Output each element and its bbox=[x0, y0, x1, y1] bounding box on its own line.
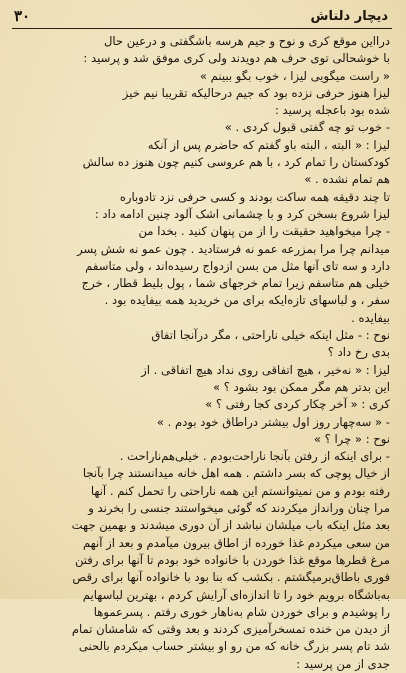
text-line: لیزا : « نه‌خیر ، هیچ اتفاقی روی نداد هیچ اتفاقی . از bbox=[141, 362, 390, 377]
page-header bbox=[14, 6, 388, 26]
text-line: مرغ قطرها موقع غذا خوردن با خانواده خود بودم تا آنها برای رفتن bbox=[74, 552, 390, 567]
running-title: دیچار دلناش bbox=[310, 8, 388, 24]
text-line: نوح : - مثل اینکه خیلی ناراحتی ، مگر درآنجا اتفاق bbox=[151, 328, 390, 343]
text-line: فوری باطاق‌برمیگشتم . بکشب که بنا بود با خانواده آنها برای رقص bbox=[72, 570, 390, 585]
text-line: بیفایده . bbox=[351, 310, 390, 325]
text-line: کری : « آخر چکار کردی کجا رفتی ؟ » bbox=[205, 397, 390, 412]
text-line: درااین موقع کری و نوح و جیم هرسه باشگفتی و درعین حال bbox=[103, 34, 390, 48]
page-number: ۳۰ bbox=[14, 7, 31, 25]
text-line: هم تمام نشده . » bbox=[304, 172, 390, 187]
text-line: سفر ، و لباسهای تازه‌ایکه برای من خریدید همه بیفایده بود . bbox=[104, 293, 390, 308]
text-line: شده بود باعجله پرسید : bbox=[274, 103, 390, 118]
text-line: از خیال پوچی که بسر داشتم . همه اهل خانه میدانستند چرا بآنجا bbox=[82, 466, 390, 481]
text-line: - « سه‌چهار روز اول بیشتر دراطاق خود بودم . » bbox=[156, 414, 390, 429]
text-line: - خوب تو چه گفتی قبول کردی . » bbox=[224, 120, 390, 135]
text-line: من سعی میکردم غذا خورده از اطاق بیرون میآمدم و بعد از آنهم bbox=[82, 535, 390, 550]
text-line: بعد مثل اینکه باب میلشان نباشد از آن دوری میشدند و بهمین جهت bbox=[71, 518, 390, 533]
text-line: به‌باشگاه برویم خود را تا اندازه‌ای آرایش کردم ، بهترین لباسهایم bbox=[82, 587, 390, 602]
text-line: لیزا شروع بسخن کرد و با چشمانی اشک آلود چنین ادامه داد : bbox=[94, 206, 390, 221]
text-line: بدی رخ داد ؟ bbox=[327, 345, 390, 360]
text-line: خیلی هم متاسفم زیرا تمام خرجهای شما ، پول بلیط قطار ، خرج bbox=[81, 276, 390, 291]
text-line: رفته بودم و من نمیتوانستم این همه ناراحتی را تحمل کنم . آنها bbox=[90, 483, 390, 498]
text-line: با خوشحالی توی حرف هم دویدند ولی کری موفق شد و پرسید : bbox=[83, 51, 390, 66]
text-line: « راست میگویی لیزا ، خوب بگو ببینم » bbox=[199, 68, 390, 83]
text-line: - چرا میخواهید حقیقت را از من پنهان کنید . بخدا من bbox=[138, 224, 390, 239]
text-line: تا چند دقیقه همه ساکت بودند و کسی حرفی نزد تادوباره bbox=[119, 189, 390, 204]
text-line: از دیدن من خنده تمسخرآمیزی کردند و بعد وقتی که شامشان تمام bbox=[71, 622, 390, 637]
text-line: را پوشیدم و برای خوردن شام به‌ناهار خوری رفتم . پسرعموها bbox=[93, 604, 390, 619]
header-rule bbox=[12, 28, 392, 29]
text-line: مرا چنان ورانداز میکردند که گوئی میخواستند جنسی را بخرند و bbox=[88, 501, 390, 516]
page-body-text bbox=[16, 33, 390, 671]
text-line: شد تام پسر بزرگ خانه که من رو او بیشتر حساب میکردم بالحنی bbox=[78, 639, 390, 654]
text-line: دارد و سه تای آنها مثل من بسن ازدواج رسیده‌اند ، ولی متاسفم bbox=[85, 258, 390, 273]
text-line: این بدتر هم مگر ممکن بود بشود ؟ » bbox=[212, 379, 390, 394]
text-line: لیزا : « البته ، البته باو گفتم که حاضرم پس از آنکه bbox=[147, 137, 390, 152]
text-line: میدانم چرا مرا بمزرعه عمو نه فرستادید . چون عمو نه شش پسر bbox=[77, 241, 390, 256]
text-line: لیزا هنوز حرفی نزده بود که جیم درحالیکه تقریبا نیم خیز bbox=[122, 85, 390, 100]
text-line: - برای اینکه از رفتن بآنجا ناراحت‌بودم . خیلی‌هم‌ناراحت . bbox=[119, 449, 390, 464]
text-line: نوح : « چرا ؟ » bbox=[313, 431, 390, 446]
text-line: جدی از من پرسید : bbox=[296, 656, 390, 671]
text-line: کودکستان را تمام کرد ، با هم عروسی کنیم چون هنوز ده سالش bbox=[82, 155, 390, 170]
